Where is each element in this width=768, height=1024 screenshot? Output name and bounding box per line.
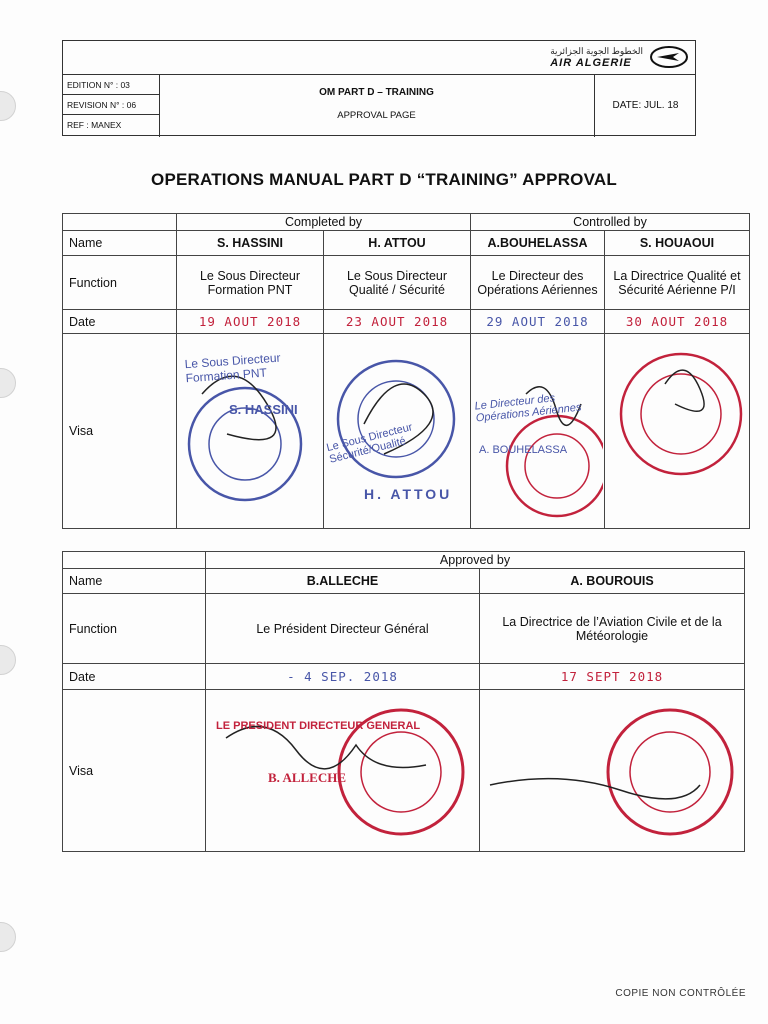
row-label-date: Date [63, 664, 206, 690]
date-stamp: 29 AOUT 2018 [471, 310, 605, 334]
approved-table [62, 551, 745, 852]
row-label-function: Function [63, 256, 177, 310]
airline-emblem-icon [649, 45, 689, 69]
stamp-name: H. ATTOU [364, 486, 453, 502]
name-cell: S. HASSINI [177, 231, 324, 256]
function-cell: La Directrice de l’Aviation Civile et de la Météorologie [480, 594, 745, 664]
empty-corner [63, 214, 177, 231]
date-stamp: 23 AOUT 2018 [324, 310, 471, 334]
date-stamp: - 4 SEP. 2018 [206, 664, 480, 690]
stamp-text: Le Sous Directeur Formation PNT [184, 350, 281, 386]
stamp-text: Le Directeur des Opérations Aériennes [474, 392, 583, 425]
completed-controlled-table [62, 213, 750, 529]
punch-hole [0, 645, 16, 675]
completed-by-header: Completed by [177, 214, 471, 231]
logo-arabic-text: الخطوط الجوية الجزائرية [550, 45, 643, 56]
function-cell: Le Sous Directeur Qualité / Sécurité [324, 256, 471, 310]
visa-cell [480, 690, 745, 852]
date-stamp: 30 AOUT 2018 [605, 310, 750, 334]
edition-number: EDITION N° : 03 [63, 75, 159, 95]
round-stamp-icon [605, 334, 748, 527]
revision-number: REVISION N° : 06 [63, 95, 159, 115]
controlled-by-header: Controlled by [471, 214, 750, 231]
empty-corner [63, 552, 206, 569]
name-cell: H. ATTOU [324, 231, 471, 256]
function-cell: Le Directeur des Opérations Aériennes [471, 256, 605, 310]
row-label-name: Name [63, 569, 206, 594]
name-cell: S. HOUAOUI [605, 231, 750, 256]
function-cell: La Directrice Qualité et Sécurité Aérienne P/I [605, 256, 750, 310]
name-cell: B.ALLECHE [206, 569, 480, 594]
visa-cell [471, 334, 605, 529]
stamp-text: LE PRESIDENT DIRECTEUR GENERAL [216, 720, 421, 732]
punch-hole [0, 91, 16, 121]
air-algerie-logo [550, 45, 689, 69]
row-label-visa: Visa [63, 334, 177, 529]
visa-cell [206, 690, 480, 852]
manual-part: OM PART D – TRAINING [319, 87, 434, 98]
header-date: DATE: JUL. 18 [612, 100, 679, 111]
page-name: APPROVAL PAGE [337, 110, 416, 121]
name-cell: A. BOUROUIS [480, 569, 745, 594]
stamp-text: Le Sous Directeur Sécurité/Qualité [325, 421, 414, 466]
punch-hole [0, 922, 16, 952]
punch-hole [0, 368, 16, 398]
approved-by-header: Approved by [206, 552, 745, 569]
function-cell: Le Président Directeur Général [206, 594, 480, 664]
stamp-name: S. HASSINI [229, 402, 298, 417]
function-cell: Le Sous Directeur Formation PNT [177, 256, 324, 310]
round-stamp-icon [471, 334, 603, 527]
uncontrolled-copy-note: COPIE NON CONTRÔLÉE [615, 988, 746, 999]
document-header [62, 40, 696, 136]
round-stamp-icon [480, 690, 743, 850]
date-stamp: 19 AOUT 2018 [177, 310, 324, 334]
date-stamp: 17 SEPT 2018 [480, 664, 745, 690]
visa-cell [324, 334, 471, 529]
stamp-name: A. BOUHELASSA [479, 444, 568, 456]
visa-cell [605, 334, 750, 529]
name-cell: A.BOUHELASSA [471, 231, 605, 256]
row-label-visa: Visa [63, 690, 206, 852]
visa-cell [177, 334, 324, 529]
row-label-name: Name [63, 231, 177, 256]
stamp-name: B. ALLECHE [268, 770, 347, 785]
row-label-date: Date [63, 310, 177, 334]
logo-latin-text: AIR ALGERIE [550, 56, 632, 69]
page-title: OPERATIONS MANUAL PART D “TRAINING” APPROVAL [151, 170, 617, 189]
reference: REF : MANEX [67, 120, 122, 130]
row-label-function: Function [63, 594, 206, 664]
